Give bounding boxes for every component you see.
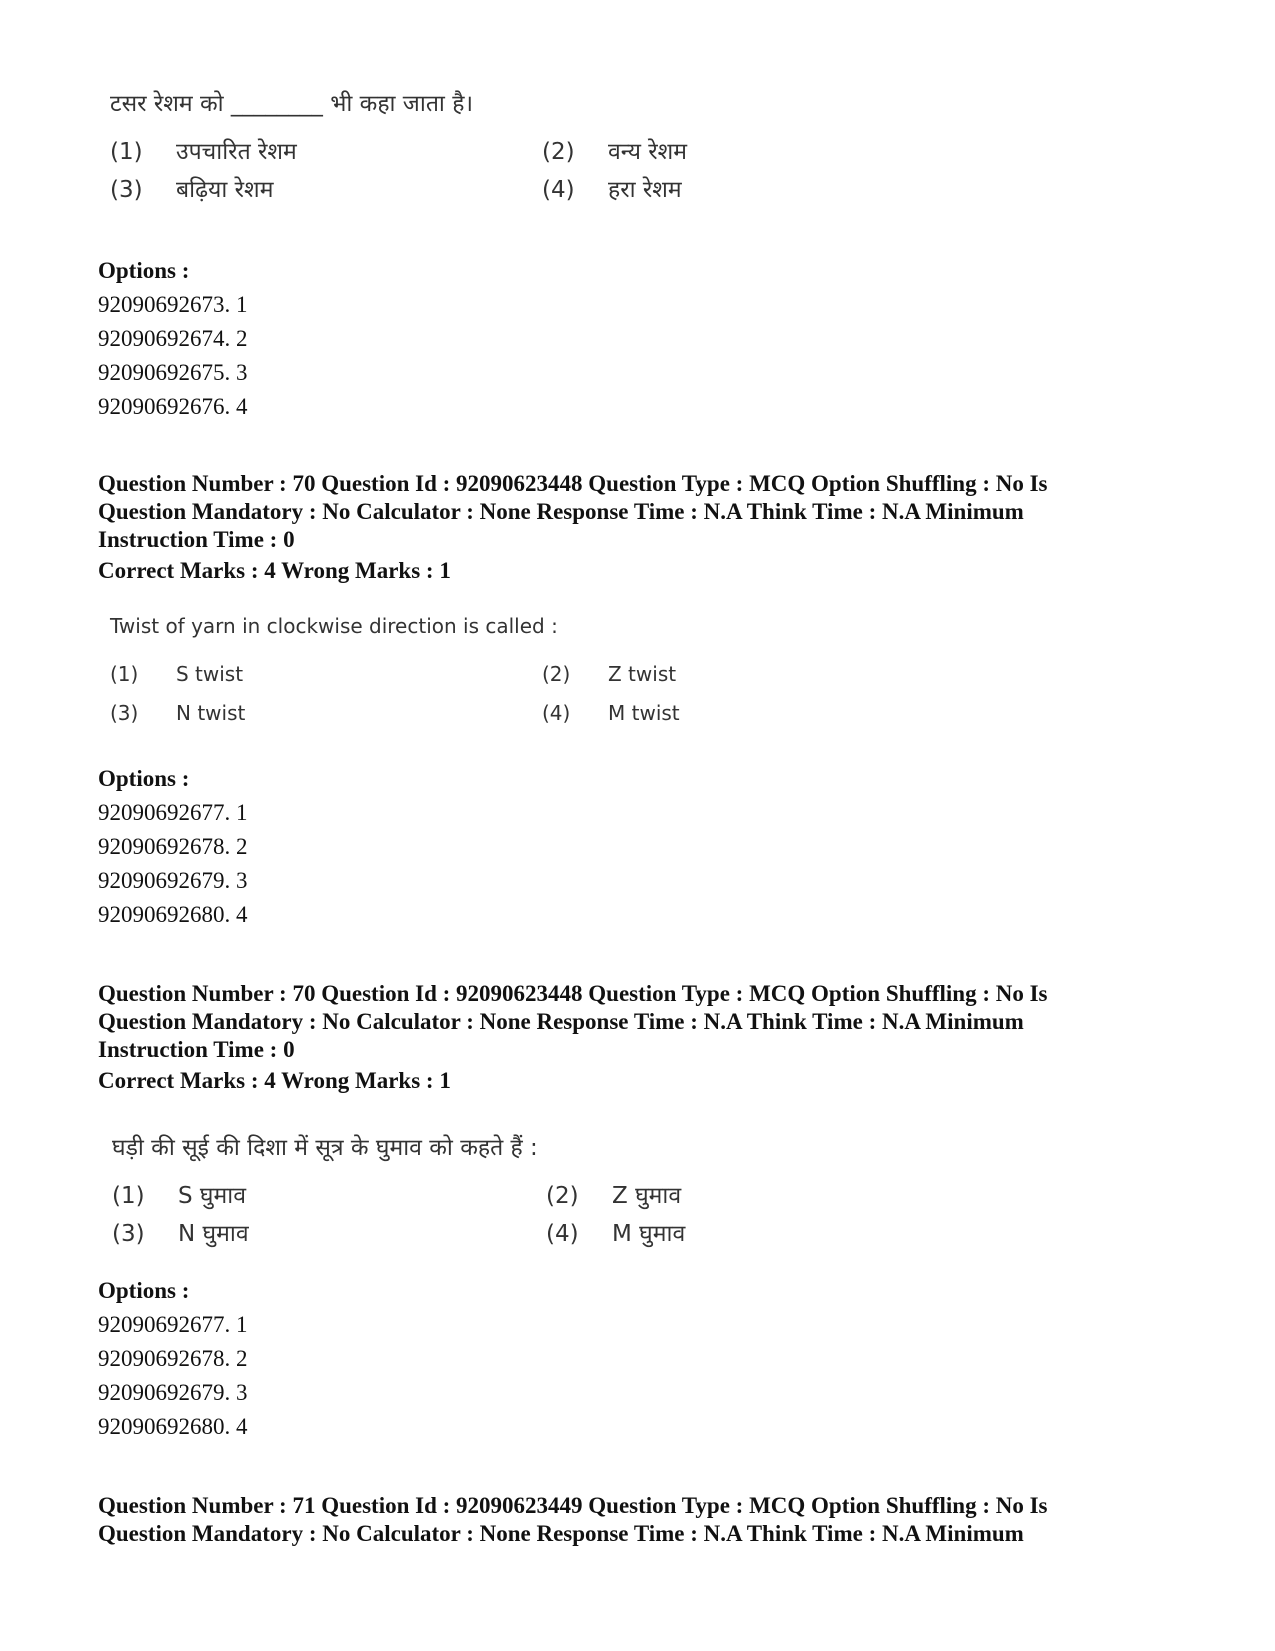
choice-text: S घुमाव (178, 1183, 247, 1209)
choice-number: (2) (542, 139, 575, 165)
meta-line: Question Mandatory : No Calculator : None Response Time : N.A Think Time : N.A Minimum (98, 1521, 1024, 1546)
choice-text: M घुमाव (612, 1221, 686, 1247)
choice-number: (4) (546, 1221, 579, 1247)
choice-4 (542, 701, 680, 725)
option-line: 92090692674. 2 (98, 326, 248, 351)
choice-text: बढ़िया रेशम (176, 177, 274, 203)
choice-text: हरा रेशम (608, 177, 682, 203)
choice-2 (546, 1178, 681, 1210)
option-line: 92090692676. 4 (98, 394, 248, 419)
choice-number: (4) (542, 701, 571, 725)
question-meta (98, 1492, 1178, 1548)
choice-number: (3) (110, 177, 143, 203)
choice-3 (112, 1216, 249, 1248)
choice-2 (542, 134, 687, 166)
meta-line: Question Number : 71 Question Id : 92090623449 Question Type : MCQ Option Shuffling : No Is (98, 1493, 1048, 1518)
question-text: टसर रेशम को ________ भी कहा जाता है। (110, 91, 474, 117)
option-line: 92090692679. 3 (98, 868, 248, 893)
question-meta (98, 980, 1178, 1064)
choice-number: (1) (110, 662, 139, 686)
meta-line: Question Number : 70 Question Id : 92090623448 Question Type : MCQ Option Shuffling : No Is (98, 471, 1048, 496)
marks-line: Correct Marks : 4 Wrong Marks : 1 (98, 1068, 451, 1093)
choice-number: (2) (542, 662, 571, 686)
option-line: 92090692675. 3 (98, 360, 248, 385)
option-line: 92090692677. 1 (98, 1312, 248, 1337)
options-label: Options : (98, 1278, 190, 1303)
option-line: 92090692679. 3 (98, 1380, 248, 1405)
choice-text: Z twist (608, 662, 677, 686)
choice-number: (1) (112, 1183, 145, 1209)
choice-number: (2) (546, 1183, 579, 1209)
option-line: 92090692680. 4 (98, 902, 248, 927)
option-line: 92090692677. 1 (98, 800, 248, 825)
meta-line: Instruction Time : 0 (98, 527, 295, 552)
choice-text: N घुमाव (178, 1221, 249, 1247)
meta-line: Question Mandatory : No Calculator : None Response Time : N.A Think Time : N.A Minimum (98, 499, 1024, 524)
question-meta (98, 470, 1178, 554)
choice-1 (112, 1178, 246, 1210)
choice-text: S twist (176, 662, 244, 686)
choice-text: वन्य रेशम (608, 139, 688, 165)
choice-text: N twist (176, 701, 246, 725)
option-line: 92090692678. 2 (98, 834, 248, 859)
choice-1 (110, 134, 297, 166)
meta-line: Question Number : 70 Question Id : 92090623448 Question Type : MCQ Option Shuffling : No Is (98, 981, 1048, 1006)
choice-text: उपचारित रेशम (176, 139, 297, 165)
meta-line: Instruction Time : 0 (98, 1037, 295, 1062)
option-line: 92090692680. 4 (98, 1414, 248, 1439)
question-text: Twist of yarn in clockwise direction is called : (110, 614, 558, 638)
options-label: Options : (98, 766, 190, 791)
options-label: Options : (98, 258, 190, 283)
choice-3 (110, 701, 245, 725)
choice-number: (4) (542, 177, 575, 203)
choice-3 (110, 172, 273, 204)
choice-text: Z घुमाव (612, 1183, 682, 1209)
choice-number: (1) (110, 139, 143, 165)
choice-4 (546, 1216, 685, 1248)
choice-1 (110, 662, 243, 686)
choice-number: (3) (112, 1221, 145, 1247)
choice-4 (542, 172, 682, 204)
choice-text: M twist (608, 701, 680, 725)
choice-number: (3) (110, 701, 139, 725)
option-line: 92090692678. 2 (98, 1346, 248, 1371)
choice-2 (542, 662, 676, 686)
question-text: घड़ी की सूई की दिशा में सूत्र के घुमाव को कहते हैं : (112, 1135, 538, 1161)
marks-line: Correct Marks : 4 Wrong Marks : 1 (98, 558, 451, 583)
meta-line: Question Mandatory : No Calculator : None Response Time : N.A Think Time : N.A Minimum (98, 1009, 1024, 1034)
option-line: 92090692673. 1 (98, 292, 248, 317)
